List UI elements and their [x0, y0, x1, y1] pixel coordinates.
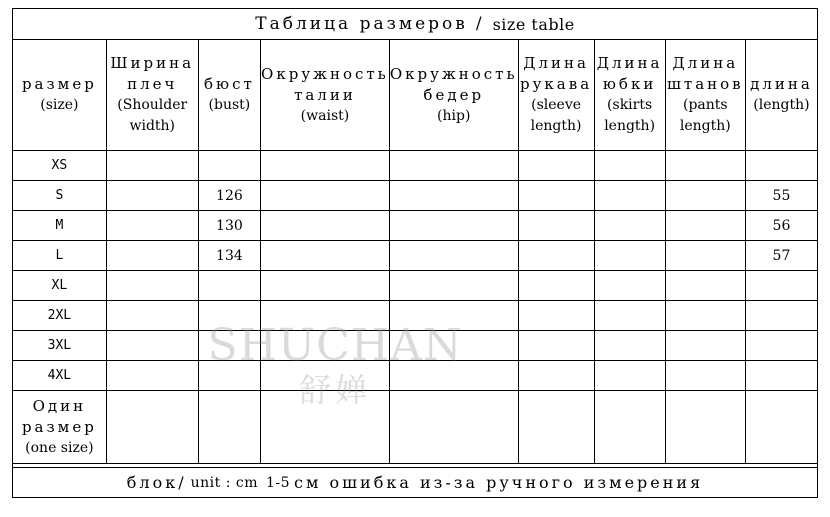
- footer-unit-ru: блок/: [126, 473, 187, 492]
- measurement-cell-shoulder: [106, 271, 198, 301]
- column-header-ru: бюст: [204, 75, 255, 93]
- measurement-cell-shoulder: [106, 151, 198, 181]
- column-header: [106, 40, 198, 151]
- measurement-cell-hip: [389, 361, 518, 391]
- measurement-cell-length: 56: [745, 211, 817, 241]
- title-en: size table: [492, 14, 575, 34]
- measurement-cell-waist: [261, 241, 390, 271]
- size-table: [13, 39, 817, 464]
- measurement-cell-hip: [389, 151, 518, 181]
- column-header-en: (pants length): [679, 97, 731, 134]
- measurement-cell-hip: [389, 241, 518, 271]
- measurement-cell-length: [745, 361, 817, 391]
- watermark-cn: 舒婵: [298, 371, 371, 409]
- measurement-cell-pants: [665, 301, 745, 331]
- column-header-en: (length): [753, 97, 810, 113]
- size-label-cell: XL: [13, 271, 106, 301]
- measurement-cell-bust: 126: [198, 181, 260, 211]
- measurement-cell-skirt: [594, 271, 665, 301]
- measurement-cell-waist: [261, 331, 390, 361]
- size-label-cell: 3XL: [13, 331, 106, 361]
- size-label-cell: 2XL: [13, 301, 106, 331]
- column-header-en: (waist): [300, 107, 350, 124]
- measurement-cell-shoulder: [106, 331, 198, 361]
- column-header-ru: Окружность талии: [261, 64, 389, 104]
- measurement-cell-bust: [198, 331, 260, 361]
- measurement-cell-pants: [665, 271, 745, 301]
- measurement-cell-length: [745, 301, 817, 331]
- measurement-cell-length: [745, 151, 817, 181]
- footer-unit-en: unit : cm: [190, 474, 258, 491]
- measurement-cell-pants: [665, 391, 745, 464]
- column-header-en: (size): [40, 97, 79, 113]
- table-row: [13, 271, 817, 301]
- size-label-cell: S: [13, 181, 106, 211]
- measurement-cell-bust: [198, 151, 260, 181]
- measurement-cell-pants: [665, 241, 745, 271]
- column-header-en: (hip): [437, 107, 471, 124]
- measurement-cell-pants: [665, 181, 745, 211]
- measurement-cell-waist: [261, 391, 390, 464]
- size-label-cell: XS: [13, 151, 106, 181]
- measurement-cell-bust: 130: [198, 211, 260, 241]
- table-row: [13, 241, 817, 271]
- measurement-cell-length: 57: [745, 241, 817, 271]
- column-header-ru: Окружность бедер: [389, 64, 518, 104]
- measurement-cell-skirt: [594, 301, 665, 331]
- table-row: [13, 301, 817, 331]
- header-row: [13, 40, 817, 151]
- measurement-cell-skirt: [594, 331, 665, 361]
- column-header: [665, 40, 745, 151]
- measurement-cell-waist: [261, 361, 390, 391]
- size-label-cell: M: [13, 211, 106, 241]
- column-header-en: (sleeve length): [530, 97, 582, 134]
- table-row: [13, 331, 817, 361]
- table-row: [13, 211, 817, 241]
- measurement-cell-waist: [261, 301, 390, 331]
- table-footer: [13, 467, 817, 497]
- table-row-one-size: [13, 391, 817, 464]
- size-label-cell: L: [13, 241, 106, 271]
- measurement-cell-bust: [198, 271, 260, 301]
- column-header-ru: Длина юбки: [596, 54, 663, 93]
- measurement-cell-skirt: [594, 211, 665, 241]
- measurement-cell-hip: [389, 301, 518, 331]
- measurement-cell-length: [745, 271, 817, 301]
- footer-range: 1-5: [266, 474, 291, 491]
- title-separator: /: [475, 14, 485, 34]
- measurement-cell-skirt: [594, 181, 665, 211]
- measurement-cell-shoulder: [106, 361, 198, 391]
- measurement-cell-hip: [389, 181, 518, 211]
- column-header-ru: длина: [750, 75, 813, 93]
- measurement-cell-sleeve: [518, 181, 594, 211]
- measurement-cell-sleeve: [518, 211, 594, 241]
- measurement-cell-hip: [389, 391, 518, 464]
- table-body: [13, 151, 817, 464]
- measurement-cell-shoulder: [106, 391, 198, 464]
- size-chart: [12, 8, 818, 498]
- column-header-ru: Длина рукава: [520, 54, 593, 93]
- one-size-en: (one size): [25, 439, 94, 456]
- column-header-ru: размер: [21, 75, 97, 93]
- measurement-cell-pants: [665, 211, 745, 241]
- measurement-cell-bust: [198, 301, 260, 331]
- column-header: [745, 40, 817, 151]
- measurement-cell-pants: [665, 331, 745, 361]
- measurement-cell-hip: [389, 211, 518, 241]
- column-header-ru: Ширина плеч: [110, 54, 195, 93]
- measurement-cell-hip: [389, 331, 518, 361]
- table-row: [13, 181, 817, 211]
- measurement-cell-bust: [198, 361, 260, 391]
- measurement-cell-bust: 134: [198, 241, 260, 271]
- measurement-cell-sleeve: [518, 151, 594, 181]
- table-row: [13, 151, 817, 181]
- column-header: [389, 40, 518, 151]
- measurement-cell-hip: [389, 271, 518, 301]
- table-title: [13, 9, 817, 40]
- measurement-cell-shoulder: [106, 211, 198, 241]
- measurement-cell-waist: [261, 211, 390, 241]
- measurement-cell-sleeve: [518, 331, 594, 361]
- measurement-cell-sleeve: [518, 361, 594, 391]
- column-header: [198, 40, 260, 151]
- measurement-cell-sleeve: [518, 301, 594, 331]
- measurement-cell-length: 55: [745, 181, 817, 211]
- table-row: [13, 361, 817, 391]
- column-header-en: (bust): [208, 97, 251, 113]
- measurement-cell-sleeve: [518, 391, 594, 464]
- measurement-cell-pants: [665, 151, 745, 181]
- measurement-cell-skirt: [594, 391, 665, 464]
- one-size-ru: Один размер: [21, 396, 97, 436]
- measurement-cell-skirt: [594, 361, 665, 391]
- size-label-cell: [13, 391, 106, 464]
- measurement-cell-pants: [665, 361, 745, 391]
- column-header-ru: Длина штанов: [666, 54, 744, 93]
- measurement-cell-waist: [261, 181, 390, 211]
- measurement-cell-sleeve: [518, 241, 594, 271]
- column-header: [261, 40, 390, 151]
- footer-note: см ошибка из-за ручного измерения: [294, 473, 704, 492]
- measurement-cell-shoulder: [106, 301, 198, 331]
- title-ru: Таблица размеров: [255, 14, 468, 34]
- measurement-cell-waist: [261, 271, 390, 301]
- watermark-en: SHUCHAN: [207, 320, 463, 371]
- measurement-cell-sleeve: [518, 271, 594, 301]
- measurement-cell-skirt: [594, 241, 665, 271]
- column-header-en: (skirts length): [604, 97, 656, 134]
- measurement-cell-shoulder: [106, 181, 198, 211]
- column-header: [518, 40, 594, 151]
- measurement-cell-length: [745, 391, 817, 464]
- measurement-cell-skirt: [594, 151, 665, 181]
- measurement-cell-length: [745, 331, 817, 361]
- column-header: [594, 40, 665, 151]
- measurement-cell-waist: [261, 151, 390, 181]
- measurement-cell-shoulder: [106, 241, 198, 271]
- measurement-cell-bust: [198, 391, 260, 464]
- column-header: [13, 40, 106, 151]
- size-label-cell: 4XL: [13, 361, 106, 391]
- column-header-en: (Shoulder width): [117, 97, 188, 134]
